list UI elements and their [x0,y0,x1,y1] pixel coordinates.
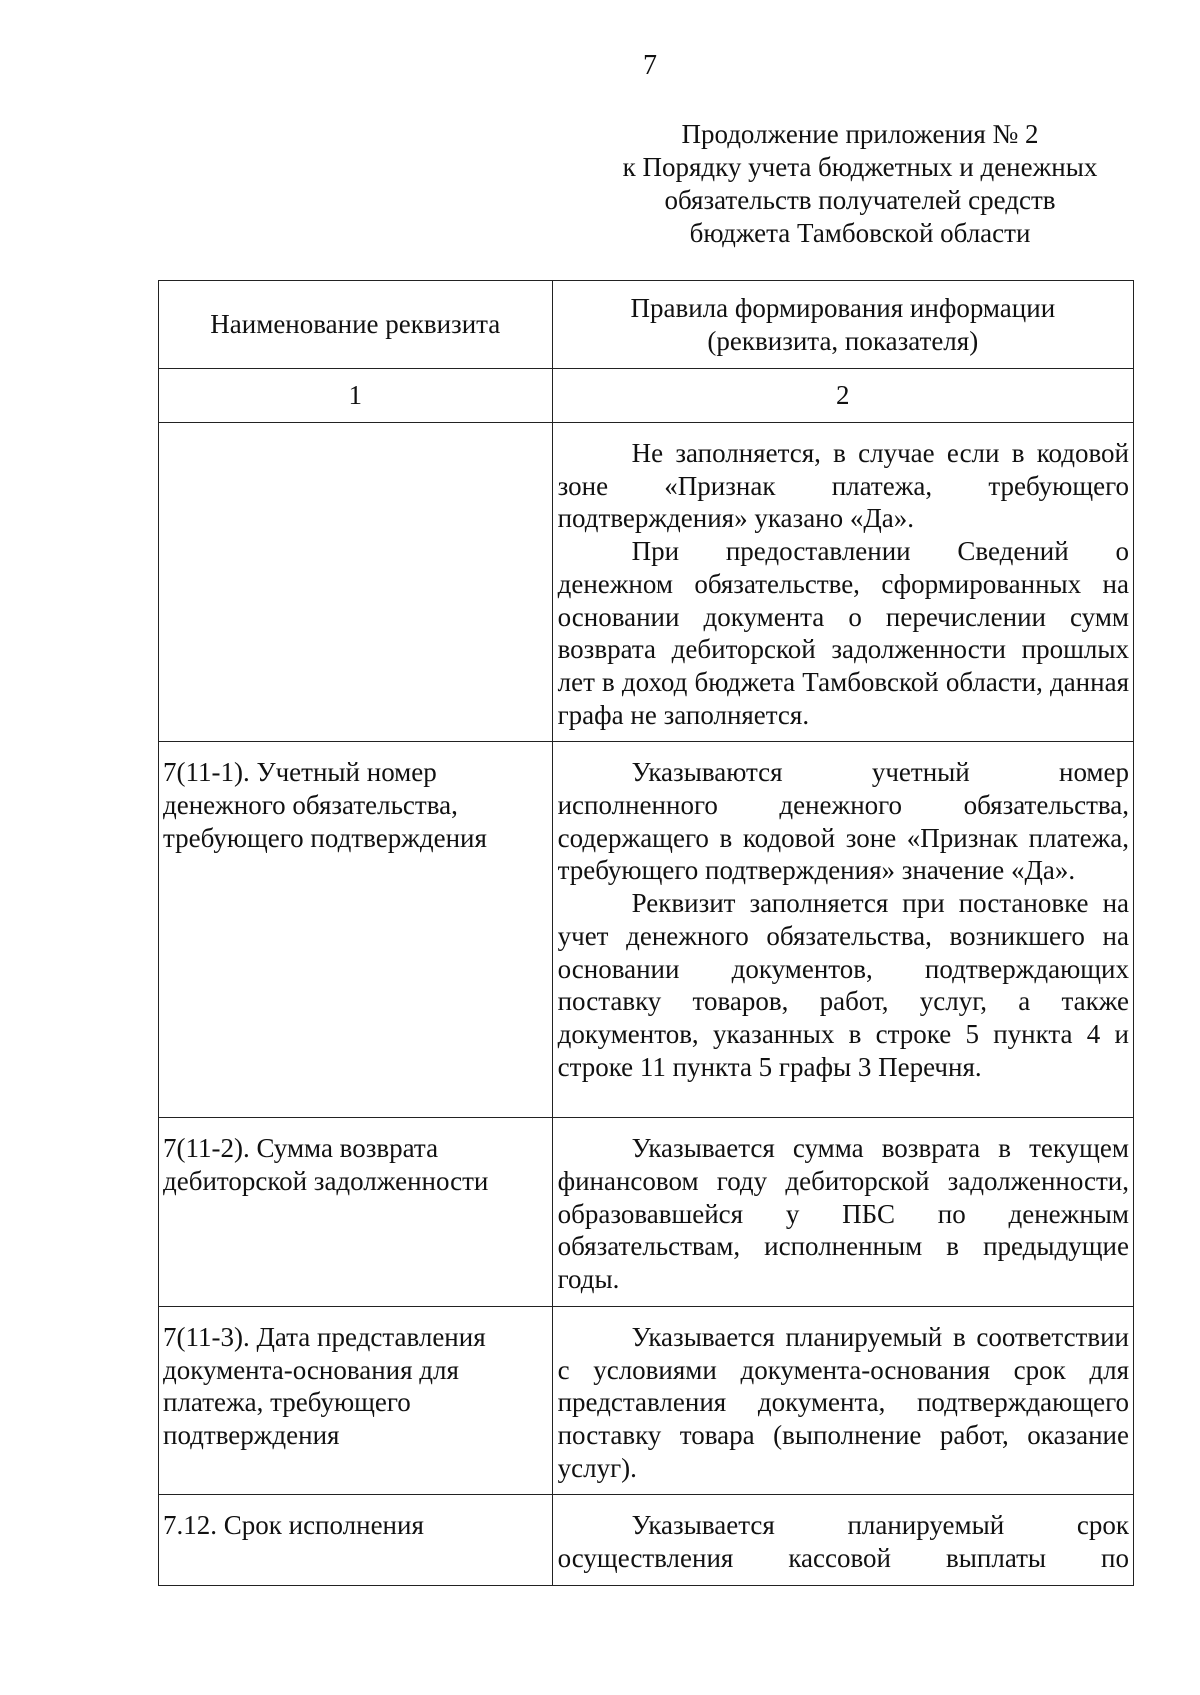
requisite-rules-cell [552,1306,1133,1495]
requisite-name-cell [159,1495,553,1585]
requisite-rules-cell [552,742,1133,1118]
rule-paragraph: Указывается планируемый срок осуществления кассовой выплаты по [557,1510,1129,1574]
table-row [159,1118,1134,1307]
table-row [159,1306,1134,1495]
requisite-name-cell [159,1118,553,1307]
requisite-name [159,423,552,447]
requisite-name: 7.12. Срок исполнения [163,1510,424,1541]
requisite-rules-cell [552,1118,1133,1307]
table-row [159,423,1134,742]
appendix-header-line: бюджета Тамбовской области [689,218,1031,248]
requisite-rules-cell [552,1495,1133,1585]
requisite-name-cell [159,742,553,1118]
column-number: 2 [552,369,1133,423]
requisite-name-cell [159,1306,553,1495]
column-number: 1 [159,369,553,423]
requisite-name: 7(11-1). Учетный номер денежного обязательства, требующего подтверждения [163,757,487,853]
table-row [159,742,1134,1118]
table-header-row [159,281,1134,369]
requisite-name: 7(11-3). Дата представления документа-основания для платежа, требующего подтверждения [163,1321,486,1450]
requisite-rules-cell [552,423,1133,742]
column-header-rules [552,281,1133,369]
column-header-name [159,281,553,369]
rule-paragraph: При предоставлении Сведений о денежном обязательстве, сформированных на основании документа о перечислении сумм возврата дебиторской задолженности прошлых лет в доход бюджета Тамбовской области, данная графа не заполняется. [557,536,1129,730]
rule-paragraph: Указывается сумма возврата в текущем финансовом году дебиторской задолженности, образовавшейся у ПБС по денежным обязательствам, исполненным в предыдущие годы. [557,1133,1129,1295]
column-number-row [159,369,1134,423]
page-number: 7 [643,50,657,81]
rule-paragraph: Реквизит заполняется при постановке на учет денежного обязательства, возникшего на основании документов, подтверждающих поставку товаров, работ, услуг, а также документов, указанных в строке 5 пункта 4 и строке 11 пункта 5 графы 3 Перечня. [557,888,1129,1082]
requisite-name: 7(11-2). Сумма возврата дебиторской задолженности [163,1133,489,1197]
rule-paragraph: Указываются учетный номер исполненного денежного обязательства, содержащего в кодовой зоне «Признак платежа, требующего подтверждения» значение «Да». [557,757,1129,886]
appendix-header-line: обязательств получателей средств [664,185,1056,215]
column-header-text: (реквизита, показателя) [707,325,979,356]
appendix-header-line: Продолжение приложения № 2 [681,119,1039,149]
appendix-header-line: к Порядку учета бюджетных и денежных [622,152,1098,182]
column-header-text: Правила формирования информации [630,292,1056,323]
table-row [159,1495,1134,1585]
requisites-table [158,280,1134,1586]
rule-paragraph: Указывается планируемый в соответствии с условиями документа-основания срок для представления документа, подтверждающего поставку товара (выполнение работ, оказание услуг). [557,1321,1129,1483]
requisite-name-cell [159,423,553,742]
rule-paragraph: Не заполняется, в случае если в кодовой зоне «Признак платежа, требующего подтверждения» указано «Да». [557,438,1129,534]
appendix-header [600,118,1120,250]
column-header-text: Наименование реквизита [210,309,501,340]
